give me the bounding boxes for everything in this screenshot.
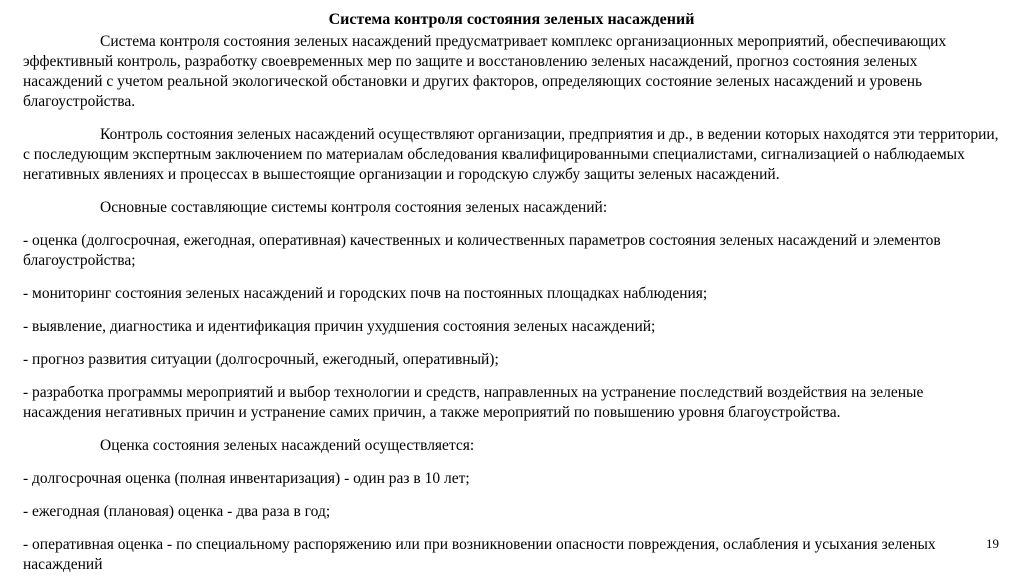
bullet-item-annual: - ежегодная (плановая) оценка - два раза в год; [23,503,331,520]
paragraph-control: Контроль состояния зеленых насаждений осуществляют организации, предприятия и др., в ведении которых находятся эти территории, с последующим экспертным заключением по материалам обследования квалифицированными специалистами, сигнализацией о наблюдаемых негативных явлениях и процессах в вышестоящие организации и городскую службу защиты зеленых насаждений. [23,126,999,183]
bullet-item-program: - разработка программы мероприятий и выбор технологии и средств, направленных на устранение последствий воздействия на зеленые насаждения негативных причин и устранение самих причин, а также мероприятий по повышению уровня благоустройства. [23,384,924,421]
bullet-item-assessment: - оценка (долгосрочная, ежегодная, оперативная) качественных и количественных параметров состояния зеленых насаждений и элементов благоустройства; [23,232,941,269]
page-number: 19 [986,536,999,551]
paragraph-components-heading: Основные составляющие системы контроля состояния зеленых насаждений: [100,199,608,216]
bullet-item-operative: - оперативная оценка - по специальному распоряжению или при возникновении опасности повреждения, ослабления и усыхания зеленых насаждений [23,536,936,573]
bullet-item-forecast: - прогноз развития ситуации (долгосрочный, ежегодный, оперативный); [23,351,499,368]
bullet-item-monitoring: - мониторинг состояния зеленых насаждений и городских почв на постоянных площадках наблюдения; [23,285,708,302]
paragraph-evaluation-heading: Оценка состояния зеленых насаждений осуществляется: [100,437,475,454]
slide-title: Система контроля состояния зеленых насаждений [328,11,695,28]
paragraph-intro: Система контроля состояния зеленых насаждений предусматривает комплекс организационных мероприятий, обеспечивающих эффективный контроль, разработку своевременных мер по защите и восстановлению зеленых насаждений, прогноз состояния зеленых насаждений с учетом реальной экологической обстановки и других факторов, определяющих состояние зеленых насаждений и уровень благоустройства. [23,33,947,110]
bullet-item-diagnostics: - выявление, диагностика и идентификация причин ухудшения состояния зеленых насаждений; [23,318,656,335]
bullet-item-longterm: - долгосрочная оценка (полная инвентаризация) - один раз в 10 лет; [23,470,470,487]
